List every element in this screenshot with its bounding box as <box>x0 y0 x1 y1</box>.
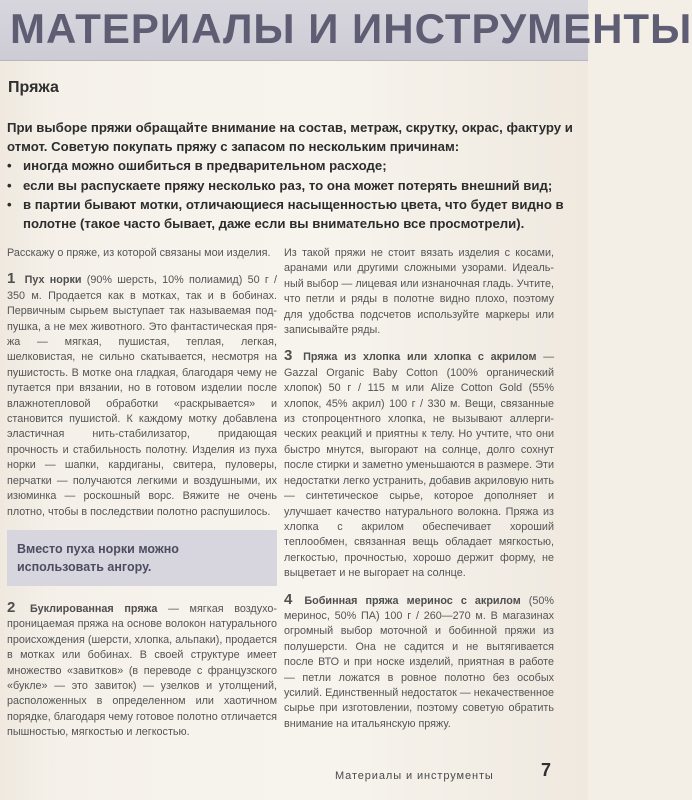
lead-block <box>7 118 573 233</box>
lead-bullet-3: • в партии бывают мотки, отличающиеся насыщенностью цвета, что будет видно в полотне (такое часто бывает, даже если вы внимательно все просмотрели). <box>7 195 573 233</box>
item-3-text: — Gazzal Organic Baby Cotton (100% органический хлопок) 50 г / 115 м или Alize Cotton Gold (55% хлопок, 45% акрил) 100 г / 330 м. Вещи, связанные из стопроцентного хлопка, не вызывают аллергических реакций и приятны к телу. Но учтите, что они быстро мнутся, выгорают на солнце, долго сохнут после стирки и заметно уменьшаются в размере. Эти недостатки легко устранить, добавив акриловую нить — синтетическое сырье, которое дополняет и улучшает качество натурального волокна. Пряжа из хлопка с акрилом обеспечивает хороший теплообмен, связанная вещь обладает мягкостью, легкостью, прочностью, хорошо держит форму, не выцветает и не выгорает на солнце. <box>284 351 554 580</box>
item-3-number: 3 <box>284 347 293 365</box>
item-2-text: — мягкая воздухопроницаемая пряжа на основе волокон натурального происхождения (шерсти, хлопка, альпаки), продается в мотках или бобинах. В своей структуре имеет множество «завитков» (в переводе с французского «букле» — это завиток) — узелков и утолщений, расположенных в определенном или хаотичном порядке, благодаря чему готовое полотно отличается пышностью, мягкостью и легкостью. <box>7 602 278 739</box>
chapter-title: МАТЕРИАЛЫ И ИНСТРУМЕНТЫ <box>10 5 692 52</box>
item-2-number: 2 <box>7 598 16 616</box>
lead-bullet-1: • иногда можно ошибиться в предварительном расходе; <box>7 156 573 175</box>
right-intro: Из такой пряжи не стоит вязать изделия с косами, аранами или другими сложными узорами. Идеальный выбор — лицевая или изнаночная гладь. Учтите, что петли и ряды в полотне видно плохо, поэтому для удобства подсчетов используйте маркеры или записывайте ряды. <box>284 247 554 337</box>
item-1-text: (90% шерсть, 10% полиамид) 50 г / 350 м. Продается как в мотках, так и в бобинах. Первичным сырьем выступает так называемая подпушка, а не мех животного. Это фантастическая пряжа — мягкая, пушистая, теплая, легкая, шелковистая, не сильно скатывается, несмотря на пушистость. В мотке она гладкая, благодаря чему не путается при вязании, но в готовом изделии после влажнотепловой обработки «раскрывается» и становится пушистой. К каждому мотку добавлена эластичная нить-стабилизатор, придающая прочность и стабильность полотну. Изделия из пуха норки — шапки, кардиганы, свитера, пуловеры, перчатки — получаются легкими и воздушными, их изюминка — роскошный ворс. Вяжите не очень плотно, чтобы в последствии полотно распушилось. <box>7 274 278 518</box>
lead-paragraph: При выборе пряжи обращайте внимание на состав, метраж, скрутку, окрас, фактуру и отмот. Советую покупать пряжу с запасом по нескольким причинам: <box>7 120 573 155</box>
item-2-title: Буклированная пряжа <box>30 602 158 615</box>
left-column <box>7 246 277 751</box>
chapter-header-band <box>0 0 692 61</box>
item-4-text: (50% меринос, 50% ПА) 100 г / 260—270 м. В магазинах огромный выбор моточной и бобинной пряжи из полушерсти. Она не садится и не вытягивается после ВТО и при носке изделий, приятная в работе — петли ложатся в ровное полотно без особых усилий. Единственный недостаток — некачественное сырье при изготовлении, поэтому советую обратить внимание на итальянскую пряжу. <box>284 594 554 730</box>
left-intro: Расскажу о пряже, из которой связаны мои изделия. <box>7 247 271 259</box>
item-3-title: Пряжа из хлопка или хлопка с акрилом <box>303 351 537 364</box>
content-columns <box>7 246 577 756</box>
item-1 <box>7 271 277 520</box>
item-3 <box>284 348 554 581</box>
item-4 <box>284 592 554 733</box>
item-1-number: 1 <box>7 270 16 288</box>
item-4-title: Бобинная пряжа меринос с акрилом <box>304 594 521 607</box>
page-number: 7 <box>541 760 552 780</box>
right-column <box>284 246 554 742</box>
running-footer-title: Материалы и инструменты <box>335 770 494 782</box>
item-4-number: 4 <box>284 590 293 608</box>
lead-bullet-2: • если вы распускаете пряжу несколько раз, то она может потерять внешний вид; <box>7 176 573 195</box>
item-1-title: Пух норки <box>24 274 82 287</box>
item-2 <box>7 600 277 741</box>
section-title: Пряжа <box>8 79 59 96</box>
tip-box: Вместо пуха норки можно использовать ангору. <box>7 530 277 586</box>
lead-bullets <box>7 156 573 233</box>
